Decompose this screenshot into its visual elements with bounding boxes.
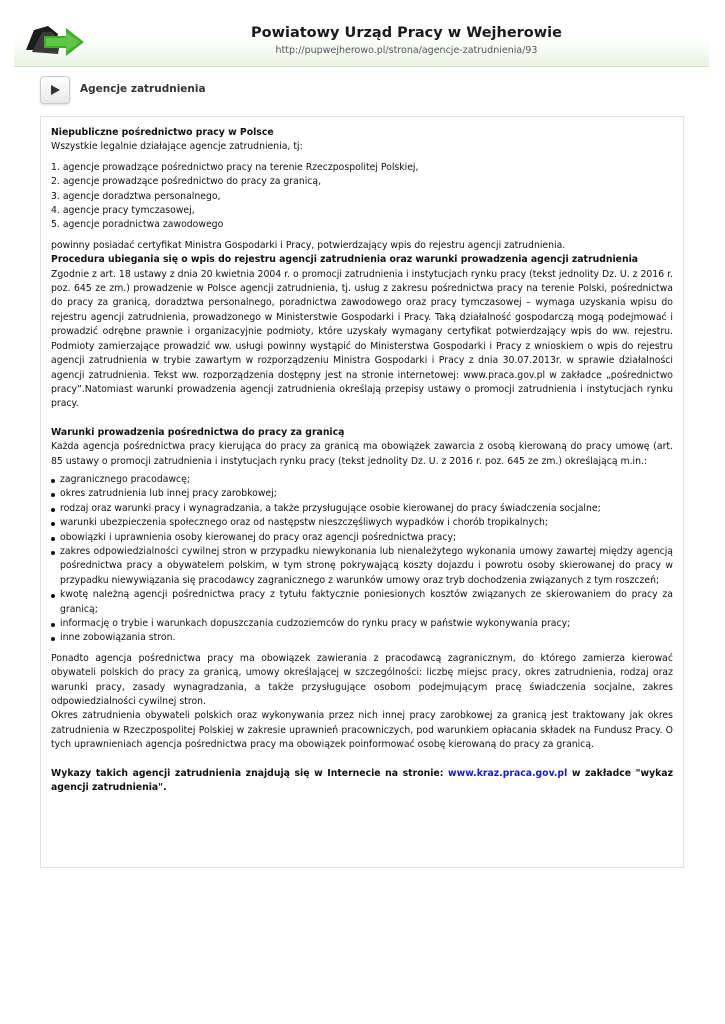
list-item: 4. agencje pracy tymczasowej, (51, 205, 195, 217)
contract-conditions-list (51, 473, 673, 646)
list-item: informację o trybie i warunkach dopuszczania cudzoziemców do rynku pracy w państwie wykonywania pracy; (51, 617, 673, 631)
list-item: 5. agencje poradnictwa zawodowego (51, 219, 224, 231)
list-item: inne zobowiązania stron. (51, 631, 673, 645)
section-arrow-button[interactable] (40, 76, 70, 104)
section-title: Agencje zatrudnienia (80, 83, 206, 95)
article-content (40, 116, 684, 868)
site-url[interactable]: http://pupwejherowo.pl/strona/agencje-zatrudnienia/93 (275, 45, 538, 56)
list-item: 3. agencje doradztwa personalnego, (51, 190, 221, 202)
agency-types-list (51, 161, 673, 233)
list-item: warunki ubezpieczenia społecznego oraz od następstw nieszczęśliwych wypadków i chorób tropikalnych; (51, 516, 673, 530)
site-header (14, 16, 709, 67)
play-arrow-icon (41, 77, 69, 103)
heading-foreign-conditions: Warunki prowadzenia pośrednictwa do pracy za granicą (51, 426, 345, 438)
procedure-text: Zgodnie z art. 18 ustawy z dnia 20 kwietnia 2004 r. o promocji zatrudnienia i instytucjach rynku pracy (tekst jednolity Dz. U. z 2016 r. poz. 645 ze zm.) prowadzenie w Polsce agencji zatrudnienia, tj. usług z zakresu pośrednictwa pracy na terenie Polski, pośrednictwa do pracy za granicą, doradztwa personalnego, poradnictwa zawodowego oraz pracy tymczasowej – wymaga uzyskania wpisu do rejestru agencji zatrudnienia, prowadzonego w Ministerstwie Gospodarki i Pracy. Taką działalność gospodarczą mogą podejmować i prowadzić odrębne prawnie i organizacyjnie podmioty, które uzyskały wymagany certyfikat potwierdzający wpis do ww. rejestru. Podmioty zamierzające prowadzić ww. usługi powinny wystąpić do Ministerstwa Gospodarki i Pracy z wnioskiem o wpis do rejestru agencji zatrudnienia w trybie zawartym w rozporządzeniu Ministra Gospodarki i Pracy z dnia 30.07.2013r. w sprawie działalności agencji zatrudnienia. Tekst ww. rozporządzenia dostępny jest na stronie internetowej: www.praca.gov.pl w zakładce „pośrednictwo pracy”.Natomiast warunki prowadzenia agencji zatrudnienia określają przepisy ustawy o promocji zatrudnienia i instytucjach rynku pracy. (51, 268, 673, 410)
closing-note (51, 767, 673, 796)
heading-procedure: Procedura ubiegania się o wpis do rejestru agencji zatrudnienia oraz warunki prowadzenia agencji zatrudnienia (51, 254, 639, 266)
conditions-intro: Każda agencja pośrednictwa pracy kierująca do pracy za granicą ma obowiązek zawarcia z osobą kierowaną do pracy umowę (art. 85 ustawy o promocji zatrudnienia i instytucjach rynku pracy (tekst jednolity Dz. U. z 2016 r. poz. 645 ze zm.) określającą m.in.: (51, 441, 673, 467)
employment-period-text: Okres zatrudnienia obywateli polskich oraz wykonywania przez nich innej pracy zarobkowej za granicą jest traktowany jak okres zatrudnienia w Rzeczpospolitej Polskiej w zakresie uprawnień pracowniczych, pod warunkiem opłacania składek na Fundusz Pracy. O tych uprawnieniach agencja pośrednictwa pracy ma obowiązek poinformować osobę kierowaną do pracy za granicą. (51, 710, 673, 751)
heading-private-placement: Niepubliczne pośrednictwo pracy w Polsce (51, 127, 274, 138)
list-item: 2. agencje prowadzące pośrednictwo do pracy za granicą, (51, 176, 322, 188)
closing-prefix: Wykazy takich agencji zatrudnienia znajdują się w Internecie na stronie: (51, 767, 449, 779)
kraz-link[interactable]: www.kraz.praca.gov.pl (448, 767, 568, 779)
list-item: zakres odpowiedzialności cywilnej stron w przypadku niewykonania lub nienależytego wykonania umowy zawartej między agencją pośrednictwa pracy a obywatelem polskim, w tym stronę pokrywającą koszty dojazdu i powrotu osoby skierowanej do pracy w przypadku niewywiązania się pracodawcy zagranicznego z warunków umowy oraz tryb dochodzenia związanych z tym roszczeń; (51, 545, 673, 588)
list-item: rodzaj oraz warunki pracy i wynagradzania, a także przysługujące osobie kierowanej do pracy świadczenia socjalne; (51, 502, 673, 516)
section-header (40, 76, 700, 106)
list-item: okres zatrudnienia lub innej pracy zarobkowej; (51, 487, 673, 501)
list-item: kwotę należną agencji pośrednictwa pracy z tytułu faktycznie poniesionych kosztów związanych ze skierowaniem do pracy za granicą; (51, 588, 673, 617)
list-item: zagranicznego pracodawcę; (51, 473, 673, 487)
employer-agreement-text: Ponadto agencja pośrednictwa pracy ma obowiązek zawierania z pracodawcą zagranicznym, do którego zamierza kierować obywateli polskich do pracy za granicą, umowy określającej w szczególności: liczbę miejsc pracy, okres zatrudnienia, rodzaj oraz warunki pracy, zasady wynagradzania, a także przysługujące osobom podejmującym pracę świadczenia socjalne, zakres odpowiedzialności cywilnej stron. (51, 652, 673, 708)
closing-suffix: w zakładce "wykaz agencji zatrudnienia". (51, 767, 673, 794)
list-item: 1. agencje prowadzące pośrednictwo pracy na terenie Rzeczpospolitej Polskiej, (51, 161, 419, 173)
list-item: obowiązki i uprawnienia osoby kierowanej do pracy oraz agencji pośrednictwa pracy; (51, 531, 673, 545)
intro-text: Wszystkie legalnie działające agencje zatrudnienia, tj: (51, 141, 303, 153)
certificate-text: powinny posiadać certyfikat Ministra Gospodarki i Pracy, potwierdzający wpis do rejestru agencji zatrudnienia. (51, 239, 566, 251)
site-title: Powiatowy Urząd Pracy w Wejherowie (251, 25, 562, 41)
